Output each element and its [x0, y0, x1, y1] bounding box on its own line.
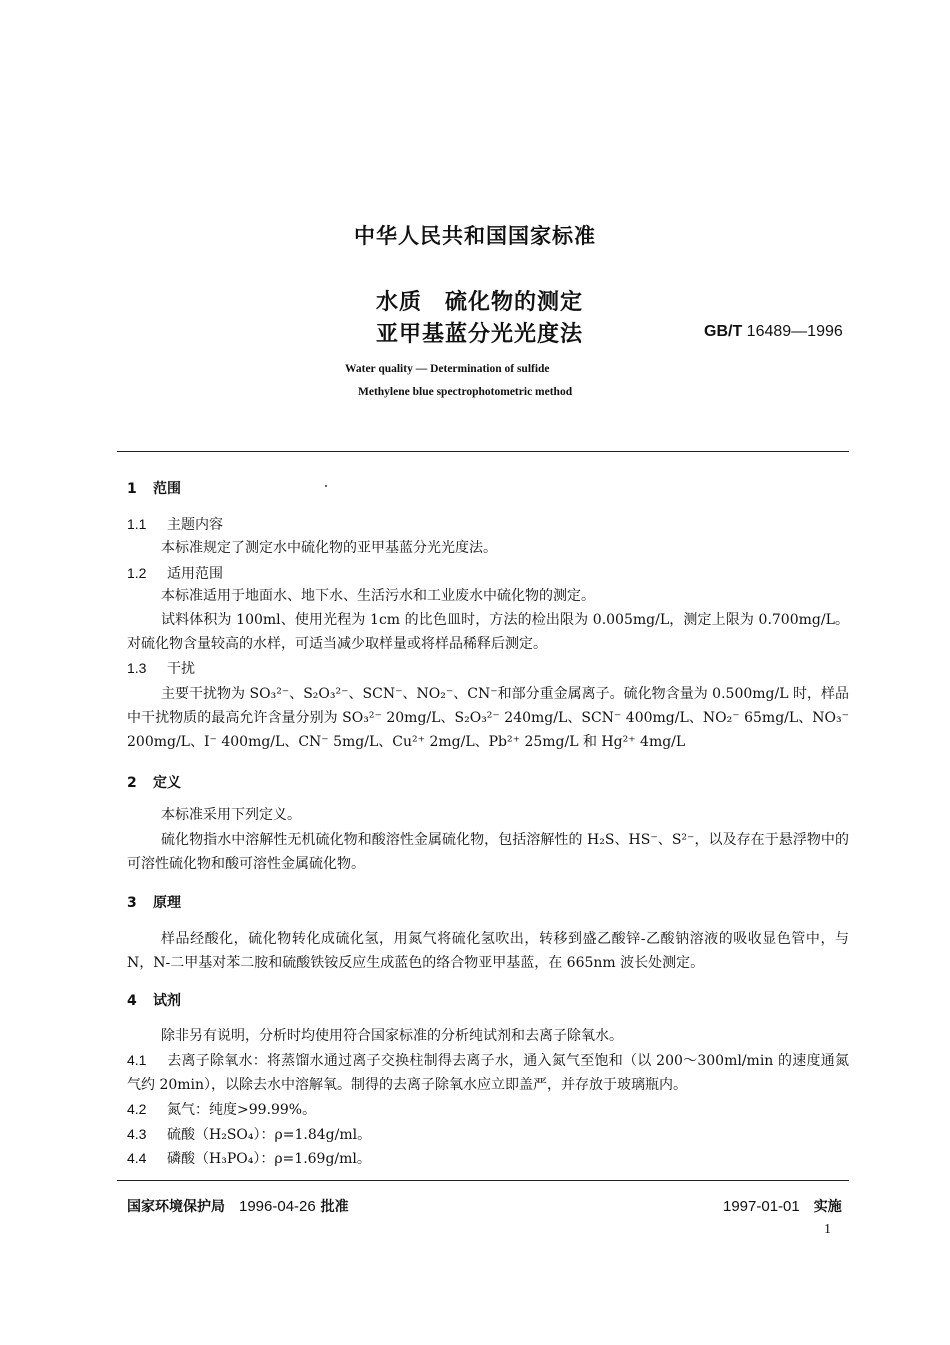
standard-number: 16489—1996	[746, 323, 843, 340]
header-divider	[117, 451, 849, 452]
footer-effective	[723, 1196, 842, 1216]
footer-divider	[117, 1180, 849, 1181]
section-1-1-heading: 1.1 主题内容	[127, 516, 223, 533]
section-4-heading: 4 试剂	[127, 993, 181, 1009]
english-title-line2: Methylene blue spectrophotometric method	[358, 386, 573, 398]
approve-date: 1996-04-26	[239, 1198, 316, 1215]
approve-label: 批准	[320, 1199, 349, 1215]
section-2-text2: 硫化物指水中溶解性无机硫化物和酸溶性金属硫化物，包括溶解性的 H₂S、HS⁻、S²⁻，以及存在于悬浮物中的可溶性硫化物和酸可溶性金属硫化物。	[127, 832, 849, 872]
section-2-text1: 本标准采用下列定义。	[161, 807, 301, 823]
section-1-1-text: 本标准规定了测定水中硫化物的亚甲基蓝分光光度法。	[161, 540, 497, 556]
section-4-2-item: 4.2 氮气：纯度>99.99%。	[127, 1101, 317, 1118]
section-3-heading: 3 原理	[127, 895, 181, 911]
section-2-heading: 2 定义	[127, 775, 181, 791]
section-1-3-text: 主要干扰物为 SO₃²⁻、S₂O₃²⁻、SCN⁻、NO₂⁻、CN⁻和部分重金属离子。硫化物含量为 0.500mg/L 时，样品中干扰物质的最高允许含量分别为 SO₃²⁻ 20mg/L、S₂O₃²⁻ 240mg/L、SCN⁻ 400mg/L、NO₂⁻ 65mg/L、NO₃⁻ 200mg/L、I⁻ 400mg/L、CN⁻ 5mg/L、Cu²⁺ 2mg/L、Pb²⁺ 25mg/L 和 Hg²⁺ 4mg/L	[127, 686, 849, 750]
section-4-1-item: 4.1 去离子除氧水：将蒸馏水通过离子交换柱制得去离子水，通入氮气至饱和（以 200～300ml/min 的速度通氮气约 20min），以除去水中溶解氧。制得的去离子除氧水应立即盖严，并存放于玻璃瓶内。	[127, 1052, 849, 1093]
english-title-line1: Water quality — Determination of sulfide	[345, 363, 550, 375]
section-1-2-text2: 试料体积为 100ml、使用光程为 1cm 的比色皿时，方法的检出限为 0.005mg/L，测定上限为 0.700mg/L。对硫化物含量较高的水样，可适当减少取样量或将样品稀释后测定。	[127, 612, 849, 652]
effective-label: 实施	[813, 1199, 842, 1215]
section-1-3-heading: 1.3 干扰	[127, 660, 195, 677]
document-title-line1: 水质 硫化物的测定	[376, 290, 584, 315]
country-standard-title: 中华人民共和国国家标准	[354, 224, 596, 248]
section-4-3-item: 4.3 硫酸（H₂SO₄）：ρ=1.84g/ml。	[127, 1126, 372, 1143]
document-title-line2: 亚甲基蓝分光光度法	[376, 322, 584, 347]
scan-speck	[325, 485, 327, 487]
section-1-2-text1: 本标准适用于地面水、地下水、生活污水和工业废水中硫化物的测定。	[161, 588, 595, 604]
section-1-heading: 1 范围	[127, 481, 181, 497]
effective-date: 1997-01-01	[723, 1198, 800, 1215]
section-4-4-item: 4.4 磷酸（H₃PO₄）：ρ=1.69g/ml。	[127, 1150, 371, 1167]
section-1-2-heading: 1.2 适用范围	[127, 565, 223, 582]
section-4-text: 除非另有说明，分析时均使用符合国家标准的分析纯试剂和去离子除氧水。	[161, 1028, 623, 1044]
page-number: 1	[824, 1222, 831, 1237]
footer-approval	[127, 1196, 349, 1216]
standard-code	[704, 323, 843, 341]
standard-prefix: GB/T	[704, 323, 743, 340]
issuer: 国家环境保护局	[127, 1199, 225, 1215]
section-3-text: 样品经酸化，硫化物转化成硫化氢，用氮气将硫化氢吹出，转移到盛乙酸锌-乙酸钠溶液的吸收显色管中，与 N，N-二甲基对苯二胺和硫酸铁铵反应生成蓝色的络合物亚甲基蓝，在 665nm 波长处测定。	[127, 931, 849, 971]
